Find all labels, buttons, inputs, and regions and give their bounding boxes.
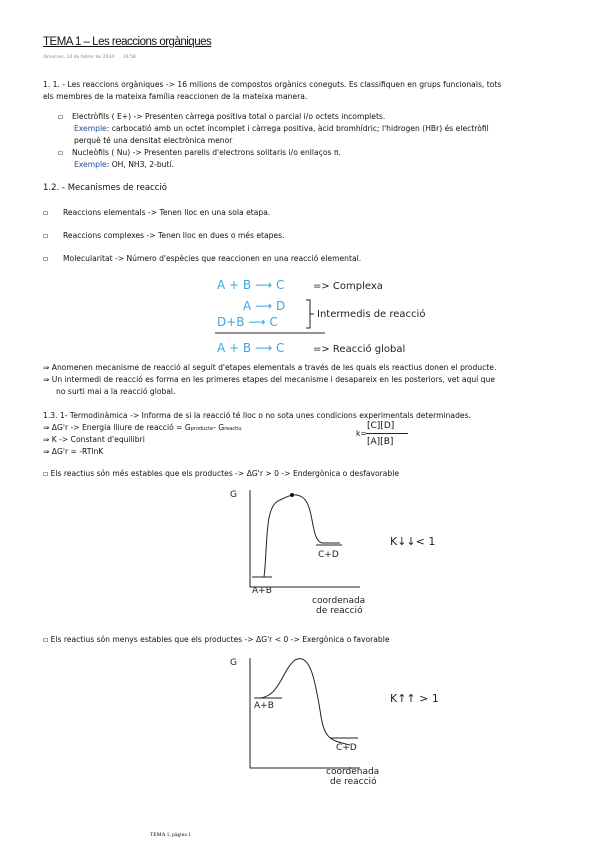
bullet-icon: ▫ (58, 112, 64, 121)
note: ⇒ Un intermedi de reacció es forma en les primeres etapes del mecanisme i desapareix en les posteriors, vet aquí que (43, 375, 495, 384)
page-date (43, 53, 136, 63)
s12-item: Reaccions complexes -> Tenen lloc en dues o més etapes. (63, 231, 285, 240)
x-label: de reacció (330, 777, 377, 787)
complex-note: => Complexa (313, 281, 383, 292)
bullet-icon: ▫ (43, 208, 49, 217)
s12-heading: 1.2. - Mecanismes de reacció (43, 183, 167, 193)
energy-graph-exergonic (220, 650, 440, 790)
reaction-3: D+B ⟶ C (217, 315, 278, 329)
k-denominator: [A][B] (367, 437, 394, 447)
k-relation: K↑↑ > 1 (390, 692, 439, 705)
global-note: => Reacció global (313, 344, 406, 355)
electrofils: Electròfils ( E+) -> Presenten càrrega positiva total o parcial i/o octets incomplets. (72, 112, 386, 121)
y-label: G (230, 658, 237, 668)
s12-item: Reaccions elementals -> Tenen lloc en una sola etapa. (63, 208, 271, 217)
time-text: 16:58 (122, 55, 136, 60)
energy-graph-endergonic (220, 485, 440, 625)
example-1b: perquè té una densitat electrònica menor (74, 136, 233, 145)
x-label: coordenada (312, 596, 366, 606)
example-text: : carbocatió amb un octet incomplet i càrrega positiva, àcid bromhídric; l'hidrogen (HBr) és electròfil (106, 124, 489, 133)
sub: reactiu (224, 426, 242, 432)
fraction-line (366, 433, 408, 434)
y-label: G (230, 490, 237, 500)
bullet-icon: ▫ (43, 231, 49, 240)
example-1 (74, 124, 489, 134)
reaction-2: A ⟶ D (243, 299, 286, 313)
example-label: Exemple (74, 160, 107, 169)
dg-text: ⇒ ΔG'r -> Energia lliure de reacció = G (43, 423, 191, 432)
x-label: de reacció (316, 606, 363, 616)
bullet-icon: ▫ (43, 254, 49, 263)
nucleofils: Nucleòfils ( Nu) -> Presenten parells d'electrons solitaris i/o enllaços π. (72, 148, 341, 157)
end-label: C+D (336, 743, 357, 753)
k-def: ⇒ K -> Constant d'equilibri (43, 435, 145, 444)
s11-line1: 1. 1. - Les reaccions orgàniques -> 16 milions de compostos orgànics coneguts. Es classifiquen en grups funcionals, tots (43, 80, 502, 89)
s12-item: Molecularitat -> Número d'espècies que reaccionen en una reacció elemental. (63, 254, 362, 263)
energy-curve (264, 495, 340, 577)
transition-state (290, 493, 294, 497)
k-numerator: [C][D] (367, 421, 395, 431)
note: no surti mai a la reacció global. (56, 387, 176, 396)
s131-heading: 1.3. 1- Termodinàmica -> Informa de si la reacció té lloc o no sota unes condicions experimentals determinades. (43, 411, 471, 420)
start-label: A+B (254, 701, 274, 711)
end-label: C+D (318, 550, 339, 560)
mechanism-diagram (205, 270, 465, 365)
endergonic-text: ▫ Els reactius són més estables que els productes -> ΔG'r > 0 -> Endergònica o desfavorable (43, 469, 400, 478)
text: Els reactius són més estables que els productes -> ΔG'r > 0 -> Endergònica o desfavorable (50, 469, 400, 478)
dg-text: - G (213, 423, 225, 432)
reaction-4: A + B ⟶ C (217, 341, 285, 355)
dg-eq: ⇒ ΔG'r = -RTlnK (43, 447, 104, 456)
example-text: : OH, NH3, 2-butí. (106, 160, 174, 169)
k-eq: k= (356, 429, 367, 438)
example-label: Exemple (74, 124, 107, 133)
date-text: dimecres, 14 de febrer de 2024 (43, 55, 115, 60)
example-2 (74, 160, 174, 170)
dg-def (43, 423, 242, 434)
exergonic-text: ▫ Els reactius són menys estables que els productes -> ΔG'r < 0 -> Exergònica o favorable (43, 635, 390, 644)
k-relation: K↓↓< 1 (390, 535, 436, 548)
page-title: TEMA 1 – Les reaccions orgàniques (43, 36, 212, 48)
x-label: coordenada (326, 767, 380, 777)
brace (306, 300, 314, 328)
intermediate-note: Intermedis de reacció (317, 309, 426, 320)
sub: producte (190, 426, 214, 432)
text: Els reactius són menys estables que els productes -> ΔG'r < 0 -> Exergònica o favorable (50, 635, 390, 644)
bullet-icon: ▫ (58, 148, 64, 157)
start-label: A+B (252, 586, 272, 596)
reaction-1: A + B ⟶ C (217, 278, 285, 292)
s11-line2: els membres de la mateixa família reaccionen de la mateixa manera. (43, 92, 308, 101)
page-footer: TEMA 1, pàgina 1 (150, 832, 191, 838)
note: ⇒ Anomenen mecanisme de reacció al seguit d'etapes elementals a través de les quals els reactius donen el producte. (43, 363, 497, 372)
